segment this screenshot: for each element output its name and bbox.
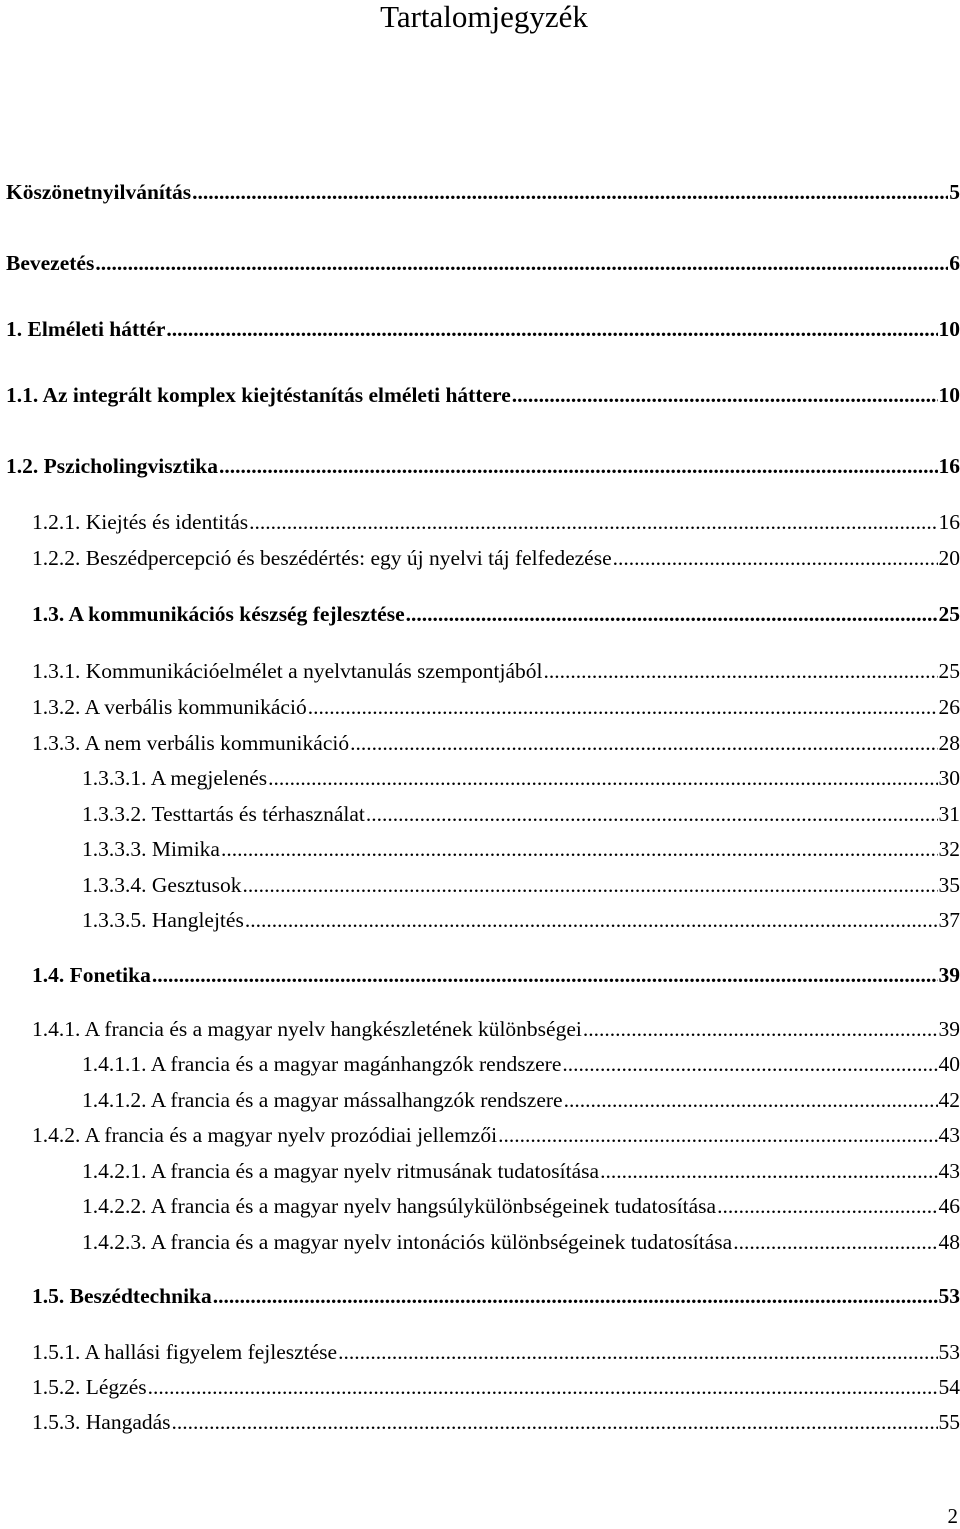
toc-entry-label: 1.4. Fonetika xyxy=(32,962,151,988)
toc-leader-dots xyxy=(192,179,948,205)
toc-entry-label: 1.3.3.4. Gesztusok xyxy=(82,872,241,898)
toc-entry[interactable] xyxy=(6,179,960,205)
toc-entry[interactable] xyxy=(32,1409,960,1435)
toc-entry[interactable] xyxy=(32,601,960,627)
toc-entry-page-number: 39 xyxy=(939,1016,960,1042)
toc-entry-label: 1.2. Pszicholingvisztika xyxy=(6,453,218,479)
toc-leader-dots xyxy=(544,658,938,684)
toc-entry-label: 1.4.1. A francia és a magyar nyelv hangkészletének különbségei xyxy=(32,1016,582,1042)
toc-entry-label: 1.1. Az integrált komplex kiejtéstanítás elméleti háttere xyxy=(6,382,511,408)
toc-leader-dots xyxy=(613,545,938,571)
toc-entry[interactable] xyxy=(32,1016,960,1042)
toc-entry[interactable] xyxy=(6,382,960,408)
toc-leader-dots xyxy=(95,250,948,276)
toc-entry-label: 1.5.3. Hangadás xyxy=(32,1409,171,1435)
toc-entry[interactable] xyxy=(32,694,960,720)
toc-entry-page-number: 53 xyxy=(939,1339,960,1365)
toc-entry-page-number: 37 xyxy=(939,907,960,933)
toc-entry[interactable] xyxy=(82,1229,960,1255)
toc-entry[interactable] xyxy=(82,1158,960,1184)
toc-leader-dots xyxy=(338,1339,937,1365)
toc-entry-page-number: 10 xyxy=(939,382,960,408)
toc-entry[interactable] xyxy=(82,907,960,933)
toc-entry-label: 1.3.3.2. Testtartás és térhasználat xyxy=(82,801,365,827)
toc-leader-dots xyxy=(308,694,938,720)
toc-entry-label: 1.3.2. A verbális kommunikáció xyxy=(32,694,307,720)
toc-entry-page-number: 16 xyxy=(939,453,960,479)
toc-leader-dots xyxy=(166,316,937,342)
toc-entry[interactable] xyxy=(32,730,960,756)
toc-leader-dots xyxy=(219,453,937,479)
toc-entry-page-number: 6 xyxy=(949,250,960,276)
toc-entry-page-number: 31 xyxy=(939,801,960,827)
toc-entry-label: 1.3.3.5. Hanglejtés xyxy=(82,907,244,933)
toc-leader-dots xyxy=(350,730,937,756)
toc-entry-label: 1.4.2.2. A francia és a magyar nyelv hangsúlykülönbségeinek tudatosítása xyxy=(82,1193,716,1219)
toc-leader-dots xyxy=(733,1229,937,1255)
toc-leader-dots xyxy=(406,601,938,627)
toc-entry[interactable] xyxy=(82,1087,960,1113)
toc-entry-label: 1.4.2.1. A francia és a magyar nyelv ritmusának tudatosítása xyxy=(82,1158,599,1184)
toc-leader-dots xyxy=(717,1193,937,1219)
toc-leader-dots xyxy=(221,836,938,862)
toc-leader-dots xyxy=(268,765,937,791)
toc-entry-page-number: 42 xyxy=(939,1087,960,1113)
toc-entry-label: 1.3.3.1. A megjelenés xyxy=(82,765,267,791)
toc-entry-page-number: 35 xyxy=(939,872,960,898)
toc-leader-dots xyxy=(152,962,938,988)
toc-entry[interactable] xyxy=(82,1193,960,1219)
toc-entry[interactable] xyxy=(32,545,960,571)
toc-entry-label: Bevezetés xyxy=(6,250,94,276)
toc-entry-page-number: 48 xyxy=(939,1229,960,1255)
toc-entry[interactable] xyxy=(32,962,960,988)
toc-leader-dots xyxy=(148,1374,938,1400)
toc-leader-dots xyxy=(245,907,938,933)
toc-entry-page-number: 20 xyxy=(939,545,960,571)
toc-leader-dots xyxy=(172,1409,938,1435)
toc-entry-label: 1.4.1.2. A francia és a magyar mássalhangzók rendszere xyxy=(82,1087,563,1113)
toc-entry-page-number: 28 xyxy=(939,730,960,756)
toc-leader-dots xyxy=(512,382,938,408)
toc-entry-page-number: 53 xyxy=(939,1283,960,1309)
toc-leader-dots xyxy=(249,509,937,535)
toc-entry[interactable] xyxy=(82,801,960,827)
toc-entry-page-number: 39 xyxy=(939,962,960,988)
toc-entry[interactable] xyxy=(32,1339,960,1365)
page-title: Tartalomjegyzék xyxy=(0,0,960,36)
toc-entry[interactable] xyxy=(82,765,960,791)
toc-entry-label: 1.4.1.1. A francia és a magyar magánhangzók rendszere xyxy=(82,1051,561,1077)
toc-leader-dots xyxy=(242,872,937,898)
toc-entry-label: 1.3.3.3. Mimika xyxy=(82,836,220,862)
toc-leader-dots xyxy=(366,801,938,827)
toc-entry-page-number: 26 xyxy=(939,694,960,720)
toc-leader-dots xyxy=(498,1122,937,1148)
toc-entry[interactable] xyxy=(32,1283,960,1309)
toc-entry-label: 1.2.2. Beszédpercepció és beszédértés: egy új nyelvi táj felfedezése xyxy=(32,545,612,571)
toc-leader-dots xyxy=(564,1087,938,1113)
toc-entry-label: 1.5. Beszédtechnika xyxy=(32,1283,212,1309)
toc-entry-page-number: 55 xyxy=(939,1409,960,1435)
toc-leader-dots xyxy=(562,1051,937,1077)
toc-entry-label: 1.3. A kommunikációs készség fejlesztése xyxy=(32,601,405,627)
toc-entry-label: 1.4.2. A francia és a magyar nyelv prozódiai jellemzői xyxy=(32,1122,497,1148)
toc-entry-label: 1.5.1. A hallási figyelem fejlesztése xyxy=(32,1339,337,1365)
toc-entry-label: 1.3.3. A nem verbális kommunikáció xyxy=(32,730,349,756)
toc-entry-page-number: 5 xyxy=(949,179,960,205)
toc-entry-label: 1.5.2. Légzés xyxy=(32,1374,147,1400)
toc-entry-page-number: 25 xyxy=(939,658,960,684)
toc-entry-page-number: 43 xyxy=(939,1122,960,1148)
toc-leader-dots xyxy=(583,1016,938,1042)
toc-entry-page-number: 40 xyxy=(939,1051,960,1077)
toc-entry[interactable] xyxy=(6,316,960,342)
toc-entry[interactable] xyxy=(32,1122,960,1148)
toc-entry-page-number: 25 xyxy=(939,601,960,627)
toc-entry[interactable] xyxy=(32,1374,960,1400)
toc-entry[interactable] xyxy=(82,1051,960,1077)
toc-entry-page-number: 10 xyxy=(939,316,960,342)
toc-entry-page-number: 54 xyxy=(939,1374,960,1400)
toc-entry-page-number: 46 xyxy=(939,1193,960,1219)
toc-entry-page-number: 43 xyxy=(939,1158,960,1184)
toc-entry[interactable] xyxy=(82,872,960,898)
toc-entry-page-number: 30 xyxy=(939,765,960,791)
toc-entry-label: 1.4.2.3. A francia és a magyar nyelv intonációs különbségeinek tudatosítása xyxy=(82,1229,732,1255)
toc-entry-label: Köszönetnyilvánítás xyxy=(6,179,191,205)
toc-entry[interactable] xyxy=(6,250,960,276)
toc-leader-dots xyxy=(600,1158,937,1184)
toc-entry[interactable] xyxy=(32,509,960,535)
page-number: 2 xyxy=(948,1503,959,1529)
toc-leader-dots xyxy=(213,1283,938,1309)
toc-entry-page-number: 32 xyxy=(939,836,960,862)
toc-entry-label: 1.2.1. Kiejtés és identitás xyxy=(32,509,248,535)
toc-entry-page-number: 16 xyxy=(939,509,960,535)
toc-entry[interactable] xyxy=(6,453,960,479)
toc-entry[interactable] xyxy=(32,658,960,684)
toc-entry-label: 1. Elméleti háttér xyxy=(6,316,165,342)
toc-entry-label: 1.3.1. Kommunikációelmélet a nyelvtanulás szempontjából xyxy=(32,658,543,684)
toc-entry[interactable] xyxy=(82,836,960,862)
